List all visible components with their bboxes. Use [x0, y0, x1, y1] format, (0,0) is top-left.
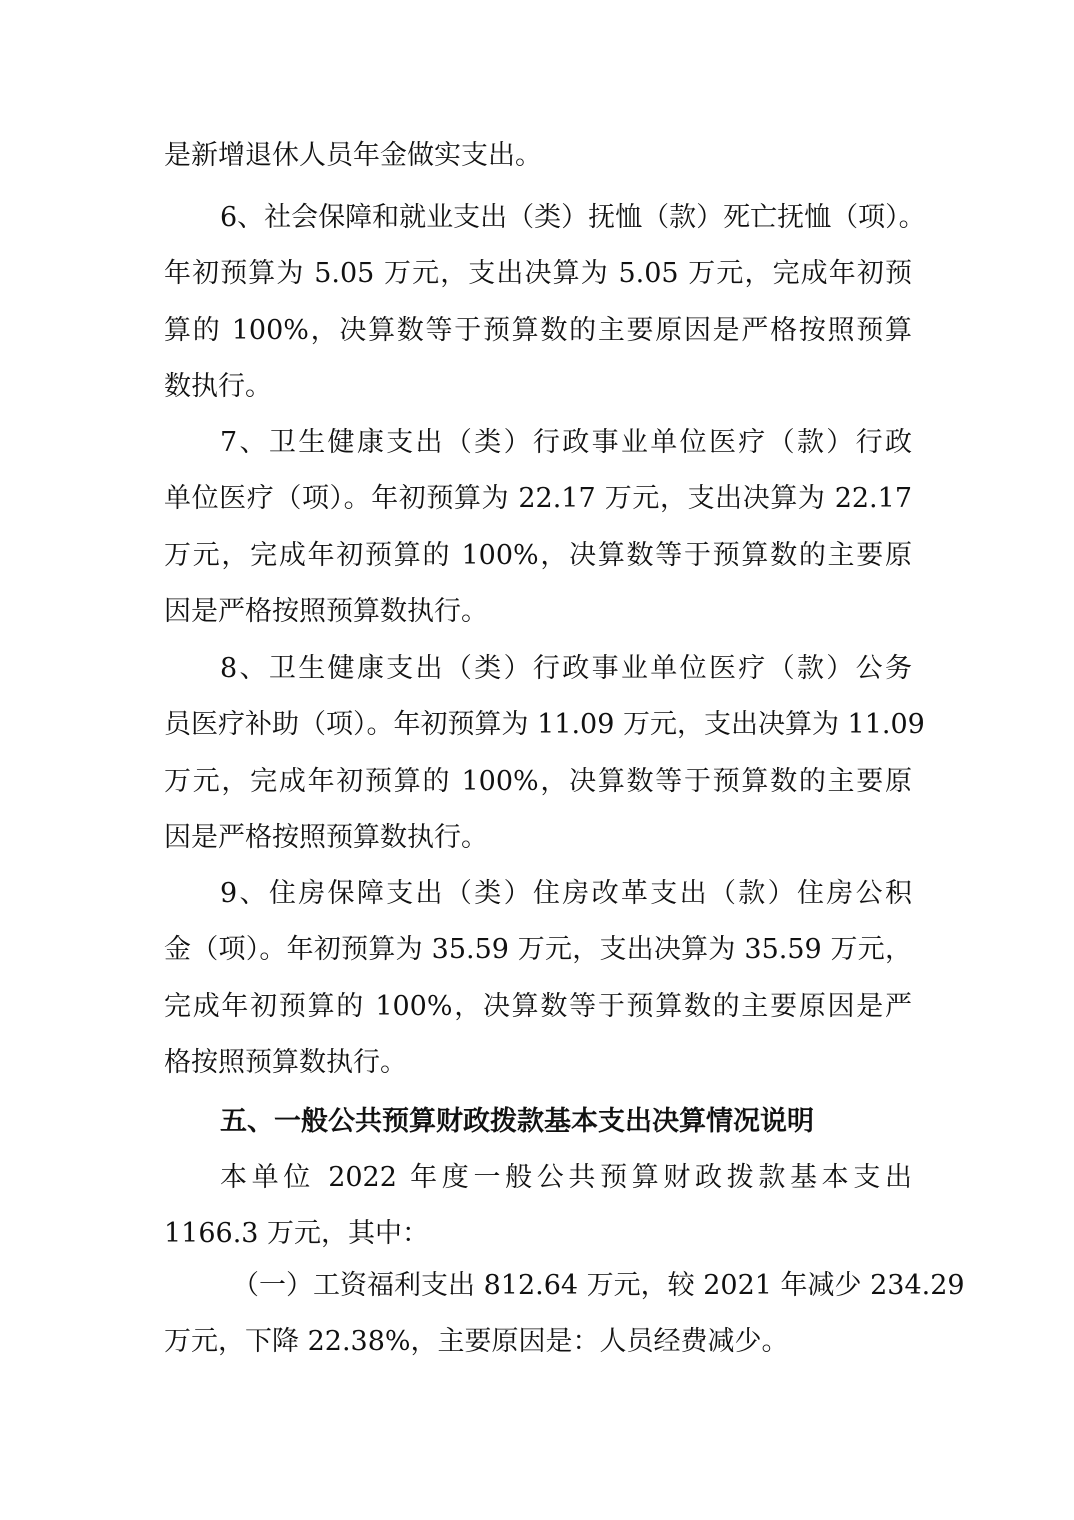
text-line: 万元，完成年初预算的 100%，决算数等于预算数的主要原 — [164, 765, 912, 797]
text-line: （一）工资福利支出 812.64 万元，较 2021 年减少 234.29 — [232, 1270, 965, 1301]
text-line: 算的 100%，决算数等于预算数的主要原因是严格按照预算 — [164, 314, 912, 346]
text-line: 因是严格按照预算数执行。 — [164, 821, 488, 853]
text-line: 6、社会保障和就业支出（类）抚恤（款）死亡抚恤（项）。 — [220, 202, 926, 233]
paragraph-continuation — [164, 128, 912, 184]
text-line: 本单位 2022 年度一般公共预算财政拨款基本支出 — [220, 1162, 912, 1193]
paragraph-item-8 — [164, 641, 925, 866]
paragraph-item-6 — [164, 190, 926, 415]
text-line: 完成年初预算的 100%，决算数等于预算数的主要原因是严 — [164, 990, 912, 1022]
text-line: 数执行。 — [164, 370, 272, 402]
paragraph-item-7 — [164, 415, 912, 640]
text-line: 1166.3 万元，其中： — [164, 1218, 430, 1250]
text-line: 万元，完成年初预算的 100%，决算数等于预算数的主要原 — [164, 539, 912, 571]
text-line: 9、住房保障支出（类）住房改革支出（款）住房公积 — [220, 878, 912, 909]
text-line: 因是严格按照预算数执行。 — [164, 595, 488, 627]
paragraph-section5-item-1 — [164, 1258, 965, 1371]
text-line: 金（项）。年初预算为 35.59 万元，支出决算为 35.59 万元， — [164, 934, 912, 966]
text-line: 8、卫生健康支出（类）行政事业单位医疗（款）公务 — [220, 653, 912, 684]
text-line: 年初预算为 5.05 万元，支出决算为 5.05 万元，完成年初预 — [164, 258, 912, 290]
text-line: 万元，下降 22.38%，主要原因是：人员经费减少。 — [164, 1326, 789, 1358]
paragraph-section5-intro — [164, 1150, 912, 1263]
text-line: 单位医疗（项）。年初预算为 22.17 万元，支出决算为 22.17 — [164, 483, 912, 515]
section-heading: 五、一般公共预算财政拨款基本支出决算情况说明 — [220, 1106, 814, 1137]
paragraph-item-9 — [164, 866, 912, 1091]
text-line: 员医疗补助（项）。年初预算为 11.09 万元，支出决算为 11.09 — [164, 709, 925, 741]
text-line: 格按照预算数执行。 — [164, 1046, 407, 1078]
text-line: 7、卫生健康支出（类）行政事业单位医疗（款）行政 — [220, 427, 912, 458]
text-line: 是新增退休人员年金做实支出。 — [164, 140, 542, 171]
